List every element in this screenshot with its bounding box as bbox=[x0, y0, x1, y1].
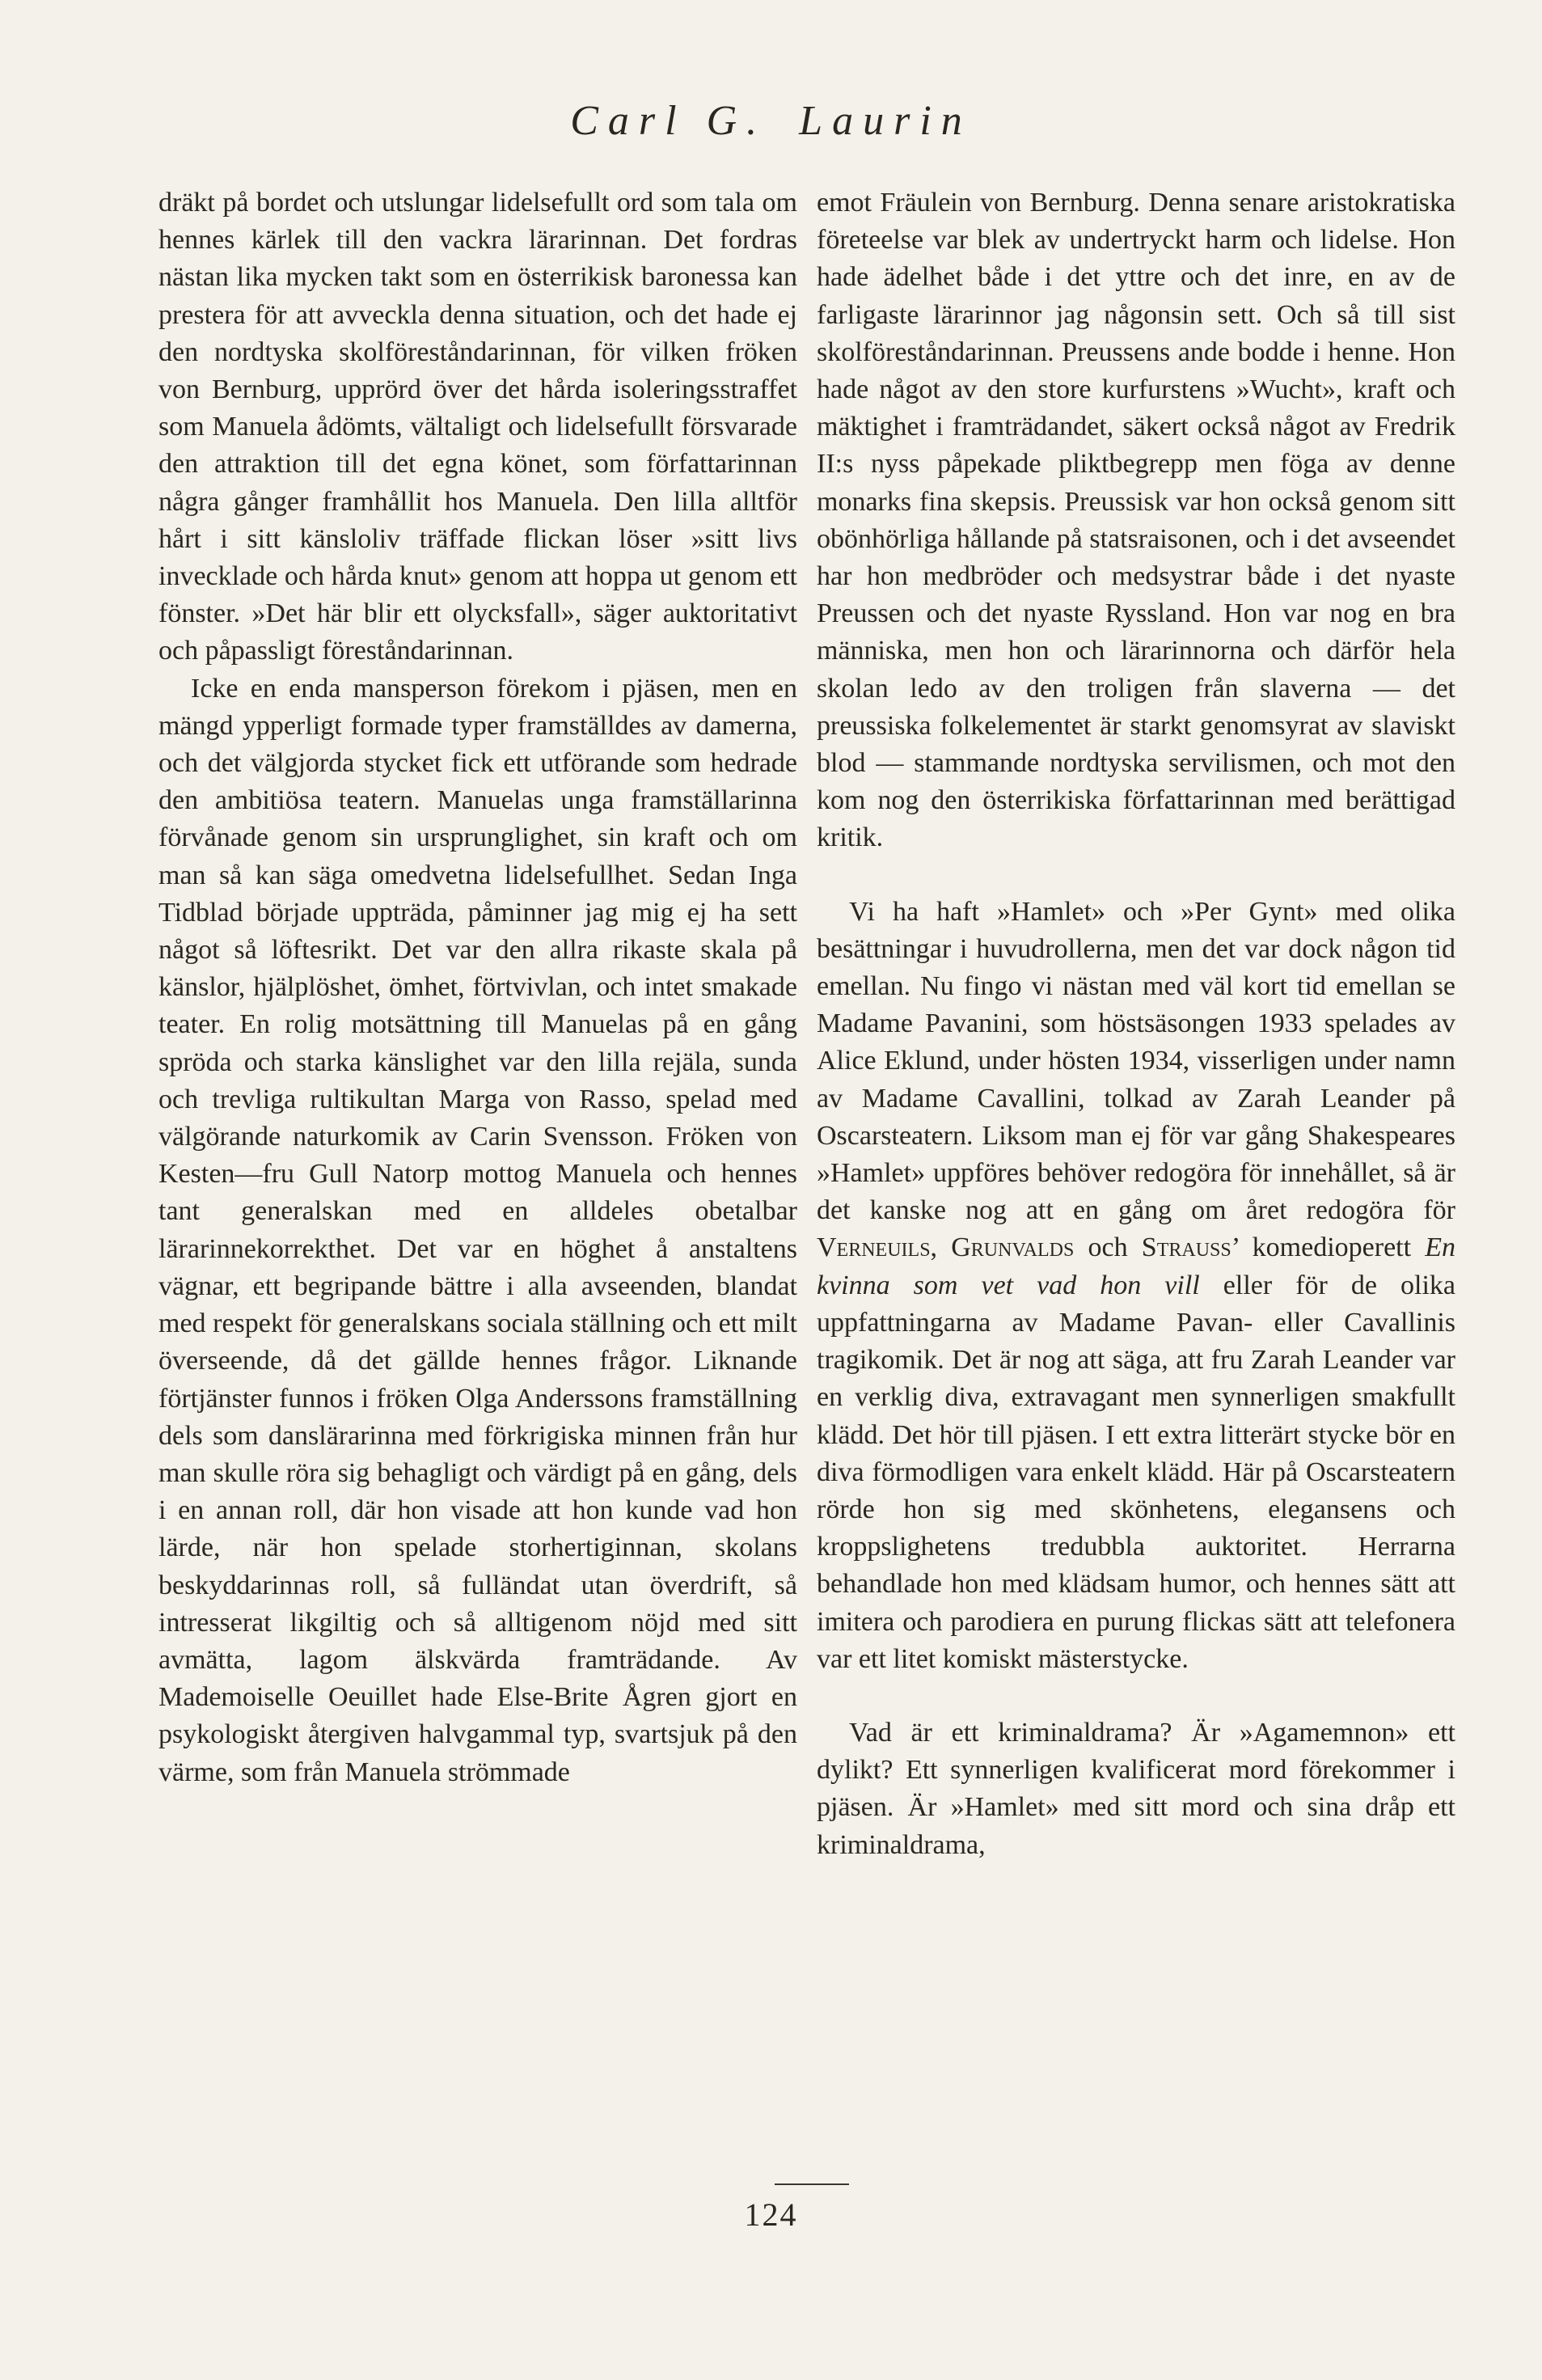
left-paragraph-2: Icke en enda mansperson förekom i pjäsen, men en mängd ypperligt formade typer framställdes av damerna, och det välgjorda stycket fick ett utförande som hedrade den ambitiösa teatern. Manuelas unga framställarinna förvånade genom sin ursprunglighet, sin kraft och om man så kan säga omedvetna lidelsefullhet. Sedan Inga Tidblad började uppträda, påminner jag mig ej ha sett något så löftesrikt. Det var den allra rikaste skala på känslor, hjälplöshet, ömhet, förtvivlan, och intet smakade teater. En rolig motsättning till Manuelas på en gång spröda och starka känslighet var den lilla rejäla, sunda och trevliga rultikultan Marga von Rasso, spelad med välgörande naturkomik av Carin Svensson. Fröken von Kesten—fru Gull Natorp mottog Manuela och hennes tant generalskan med en alldeles obetalbar lärarinnekorrekthet. Det var en höghet å anstaltens vägnar, ett begripande bättre i alla avseenden, blandat med respekt för generalskans sociala ställning och ett milt överseende, då det gällde hennes frågor. Liknande förtjänster funnos i fröken Olga Anderssons framställning dels som danslärarinna med förkrigiska minnen från hur man skulle röra sig behagligt och värdigt på en gång, dels i en annan roll, där hon visade att hon kunde vad hon lärde, när hon spelade storhertiginnan, skolans beskyddarinnas roll, så fulländat utan överdrift, så intresserat likgiltig och så alltigenom nöjd med sitt avmätta, lagom älskvärda framträdande. Av Mademoiselle Oeuillet hade Else-Brite Ågren gjort en psykologiskt återgiven halvgammal typ, svartsjuk på den värme, som från Manuela strömmade bbox=[158, 673, 797, 1787]
paragraph-text: Vi ha haft »Hamlet» och »Per Gynt» med olika besättningar i huvudrollerna, men det var dock någon tid emellan. Nu fingo vi nästan med väl kort tid emellan se Madame Pavanini, som höstsäsongen 1933 spelades av Alice Eklund, under hösten 1934, visserligen under namn av Madame Cavallini, tolkad av Zarah Leander på Oscarsteatern. Liksom man ej för var gång Shakespeares »Hamlet» uppföres behöver redogöra för innehållet, så är det kanske nog att en gång om året redogöra för bbox=[817, 896, 1455, 1226]
author-name-grunvald: Grunvalds bbox=[951, 1232, 1075, 1263]
right-paragraph-1: emot Fräulein von Bernburg. Denna senare aristokratiska företeelse var blek av undertryckt harm och lidelse. Hon hade ädelhet både i det yttre och det inre, en av de farligaste lärarinnor jag någonsin sett. Och så till sist skolföreståndarinnan. Preussens ande bodde i henne. Hon hade något av den store kurfurstens »Wucht», kraft och mäktighet i framträdandet, säkert också något av Fredrik II:s nyss påpekade pliktbegrepp men föga av denne monarks fina skepsis. Preussisk var hon också genom sitt obönhörliga hållande på statsraisonen, och i det avseendet har hon medbröder och medsystrar både i det nyaste Preussen och det nyaste Ryssland. Hon var nog en bra människa, men hon och lärarinnorna och därför hela skolan ledo av den troligen från slaverna — det preussiska folkelementet är starkt genomsyrat av slaviskt blod — stammande nordtyska servilismen, och mot den kom nog den österrikiska författarinnan med berättigad kritik. bbox=[817, 188, 1455, 853]
author-last-name: Laurin bbox=[799, 98, 972, 144]
paragraph-text: eller för de olika uppfattningarna av Madame Pavan- eller Cavallinis tragikomik. Det är nog att säga, att fru Zarah Leander var en verklig diva, extravagant men synnerligen smakfullt klädd. Det hör till pjäsen. I ett extra litterärt stycke bör en diva förmodligen vara enkelt klädd. Här på Oscarsteatern rörde hon sig med skönhetens, elegansens och kroppslighetens tredubbla auktoritet. Herrarna behandlade hon med klädsam humor, och hennes sätt att imitera och parodiera en purung flickas sätt att telefonera var ett litet komiskt mästerstycke. bbox=[817, 1270, 1456, 1674]
work-title: En kvinna som vet vad hon vill bbox=[817, 1232, 1456, 1300]
running-header bbox=[0, 97, 1542, 145]
left-paragraph-1: dräkt på bordet och utslungar lidelsefullt ord som tala om hennes kärlek till den vackra lärarinnan. Det fordras nästan lika mycken takt som en österrikisk baronessa kan prestera för att avveckla denna situation, och det hade ej den nordtyska skolföreståndarinnan, för vilken fröken von Bernburg, upprörd över det hårda isoleringsstraffet som Manuela ådömts, vältaligt och lidelsefullt försvarade den attraktion till det egna könet, som författarinnan några gånger framhållit hos Manuela. Den lilla alltför hårt i sitt känsloliv träffade flickan löser »sitt livs invecklade och hårda knut» genom att hoppa ut genom ett fönster. »Det här blir ett olycksfall», säger auktoritativt och påpassligt föreståndarinnan. bbox=[158, 188, 797, 666]
paragraph-text: och bbox=[1074, 1232, 1142, 1263]
right-column bbox=[817, 184, 1455, 1864]
author-name-strauss: Strauss bbox=[1141, 1232, 1231, 1263]
right-paragraph-2 bbox=[817, 894, 1455, 1678]
page-number: 124 bbox=[744, 2196, 798, 2233]
left-column bbox=[158, 184, 797, 1791]
footer-rule bbox=[775, 2183, 849, 2185]
paragraph-text: , bbox=[930, 1232, 952, 1263]
author-first-name: Carl G. bbox=[570, 98, 767, 144]
right-paragraph-3: Vad är ett kriminaldrama? Är »Agamemnon» ett dylikt? Ett synnerligen kvalificerat mord förekommer i pjäsen. Är »Hamlet» med sitt mord och sina dråp ett kriminaldrama, bbox=[817, 1717, 1455, 1860]
author-name-verneuil: Verneuils bbox=[817, 1232, 931, 1263]
paragraph-text: ’ komedioperett bbox=[1231, 1232, 1426, 1263]
